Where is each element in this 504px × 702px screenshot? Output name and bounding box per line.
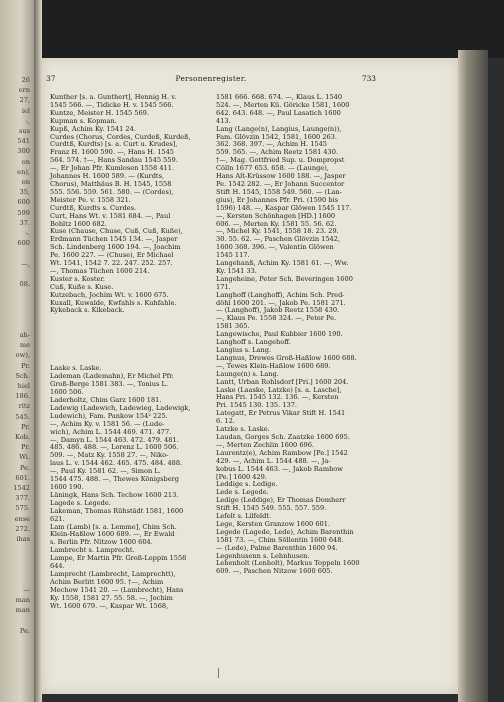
facing-page-fragment: man [15, 606, 30, 615]
index-entry: Cuß, Kuße s. Kuse. [50, 282, 114, 291]
index-entry: Lagede s. Legede. [50, 498, 111, 507]
facing-page-fragment: Pe. [19, 626, 30, 635]
index-entry: Kutzebach, Jochim Wt. v. 1600 675. [50, 290, 169, 299]
index-entry: Kupman s. Kopman. [50, 116, 117, 125]
facing-page-fragment: 27, [19, 96, 30, 105]
index-entry: Curdtß, Kurdts s. Curdes. [50, 203, 137, 212]
index-column-left [50, 94, 206, 611]
facing-page-fragment: 300 [17, 147, 30, 156]
entry-spacer [50, 336, 206, 344]
index-entry: Kuse (Chause, Chuse, Cuß, Cuß, Kuße), Erdmann Tüchen 1545 134. —, Jasper Sch. Lindenberg 1600 194. —, Joachim Pe. 1600 227. — (Chuse), Er Michael Wt. 1541, 1542 7. 22. 247. 252. 257. —, Thomas Tüchen 1600 214. [50, 227, 183, 275]
index-entry: Langehanß, Achim Ky. 1581 61. —, Ww. Ky. 1541 33. [216, 259, 349, 275]
facing-page-fragment: Wi. [19, 453, 30, 462]
facing-page-edge [0, 0, 34, 702]
index-entry: Laudan, Gorges Sch. Zaatzke 1600 695. —, Merten Zechlin 1600 696. [216, 432, 350, 449]
facing-page-fragment: en), [17, 167, 30, 176]
facing-page-fragment: sus [18, 127, 30, 135]
facing-page-fragment: 26 [21, 76, 30, 84]
index-entry: Lakeman, Thomas Rühstädt 1581, 1600 621. [50, 506, 184, 523]
index-entry: Lategatt, Er Petrus Vikar Stift H. 1541 6. 12. [216, 409, 346, 426]
facing-page-fragment: -, [25, 116, 30, 125]
index-entry: Lam (Lamb) [s. a. Lemme], Chim Sch. Klein-Haßlow 1600 689. —, Er Ewald s. Berlin Pfr. Nitzow 1600 604. [50, 522, 177, 547]
facing-page-fragment: 600 [17, 239, 30, 248]
facing-page-fragment: 601. [15, 473, 30, 482]
index-entry: Legede (Lagede, Lede), Achim Barenthin 1581 73. —, Chim Söllentin 1600 648. — (Lede), Palme Barenthin 1600 94. [216, 527, 354, 552]
index-entry: Kykeback s. Kikeback. [50, 306, 125, 315]
entry-spacer [50, 351, 206, 359]
facing-page-fragment: 575. [15, 504, 30, 513]
facing-page-fragment: ern [18, 86, 30, 95]
index-entry: Langhoff (Langhoff), Achim Sch. Pred- döhl 1600 201. —, Jakob Pe. 1581 271. — (Langhoff), Jakob Reetz 1558 430. —, Klaus Pe. 1558 324. —, Peter Pe. 1581 365. [216, 290, 346, 331]
index-entry: Legenhusenn s. Lehnhusen. [216, 551, 310, 560]
facing-page-fragment: —, [21, 259, 30, 268]
facing-page-fragment: 541 [17, 137, 30, 146]
index-entry: Leddige s. Ledige. [216, 480, 278, 489]
page-title: Personenregister. [175, 74, 247, 83]
page-number-right: 733 [361, 74, 376, 83]
facing-page-fragment: Pr. [21, 361, 30, 370]
index-entry: Lefelt s. Lilfeldt. [216, 512, 272, 521]
facing-page-fragment: man [15, 596, 30, 605]
index-entry: Kupß, Achim Ky. 1541 24. [50, 124, 136, 133]
facing-page-fragment: Pr. [21, 422, 30, 431]
page-number-left: 37 [46, 74, 56, 83]
book-cover-edge [458, 50, 488, 702]
facing-page-fragment: on [21, 178, 30, 186]
index-entry: Lege, Kersten Granzow 1600 601. [216, 519, 331, 528]
running-header [46, 74, 376, 86]
facing-page-fragment: 35, [19, 188, 30, 197]
index-entry: Kuster s. Koster. [50, 274, 105, 283]
index-entry: Launge(n) s. Lang. [216, 369, 279, 378]
facing-page-fragment: — [23, 586, 30, 594]
index-entry: Läningk, Hans Sch. Techow 1600 213. [50, 490, 179, 499]
facing-page-fragment: iel [21, 106, 30, 115]
index-entry: Lamprecht (Lambrecht, Lamprechtt), Achim Berlitt 1600 95. †—, Achim Mechow 1541 20. — (Lambrecht), Hans Ky. 1558, 1581 27. 55. 58. —, Jochim Wt. 1600 679. —, Kaspar Wt. 1568, [50, 569, 184, 610]
index-entry: Laake s. Laske. [50, 364, 102, 373]
index-entry: Curt, Hans Wt. v. 1581 684. —, Paul Bohltz 1600 682. [50, 211, 171, 228]
index-entry: Ladewig (Ladewich, Ladewieg, Ladewigk, Ludewich), Fam. Pankow 154² 225. —, Achim Ky. v. 1581 56. — (Lude- wich), Achim L. 1544 469. 471. 477. —, Damyn L. 1544 463. 472. 479. 481. 485. 486. 488. —, Lorenz L. 1600 506. 509. —, Matz Ky. 1558 27. —, Niko- laus L. v. 1544 462. 465. 475. 484. 488. —, Paul Ky. 1581 62. —, Simon L. 1544 475. 488. —, Thewes Königsberg 1600 190. [50, 403, 191, 492]
facing-page-fragment: Pe. [19, 463, 30, 472]
facing-page-fragment: ihas [16, 535, 30, 543]
facing-page-fragment: 08. [19, 280, 30, 288]
facing-page-fragment: -. [25, 229, 30, 237]
index-entry: Lehenholt (Lenholt), Markus Toppeln 1600 609. —, Paschen Nitzow 1600 605. [216, 559, 360, 576]
index-entry: Lademan (Lademahn), Er Michel Pfr. Groß-Berge 1581 383. —, Tonius L. 1600 506. [50, 372, 174, 397]
facing-page-fragment: 186. [15, 392, 30, 401]
index-entry: Kuxall, Kuwalde, Kwfahls s. Kuhfahle. [50, 298, 177, 307]
facing-page-fragment: 545. [15, 412, 30, 421]
index-entry: Langeheine, Peter Sch. Beveringen 1600 171. [216, 274, 353, 291]
facing-page-fragment: 600 [17, 198, 30, 207]
index-entry: Curdes (Chorus, Cordes, Curdeß, Kurdeß, Curdtß, Kurdts) [s. a. Curt u. Krudes], Franz H. 1600 590. —, Hans H. 1545 564. 574. †—, Hans Sandau 1545 559. —, Er Johan Pfr. Kumlosen 1558 411. Johannes H. 1600 589. — (Kurdts, Chorus), Matthäus B. H. 1545, 1558 555. 556. 559. 561. 580. — (Cordes), Meister Pe. v. 1558 321. [50, 132, 191, 204]
facing-page-fragment: 377. [15, 494, 30, 503]
index-entry: Langius s. Lang. [216, 346, 272, 354]
index-entry: Langhoff s. Langehoff. [216, 338, 291, 347]
index-entry: Laurentz(e), Achim Rambow [Pe.] 1542 429. —, Achim L. 1544 488. —, Ja- kobus L. 1544 463. —, Jakob Rambow [Pe.] 1600 429. [216, 448, 348, 481]
page-mark [218, 668, 222, 678]
facing-page-fragment: ense [14, 514, 30, 523]
entry-spacer [50, 322, 206, 330]
facing-page-fragment: ritz [18, 402, 30, 411]
facing-page-fragment: 272. [15, 524, 30, 533]
index-entry: Langewische, Paul Kubbier 1600 190. [216, 330, 343, 339]
index-entry: Laderholtz, Chim Garz 1600 181. [50, 396, 162, 405]
facing-page-fragment: 37. [19, 218, 30, 227]
scan-background [34, 0, 504, 58]
facing-page-fragment: Kob. [14, 433, 30, 441]
index-entry: Lampe, Er Martin Pfr. Groß-Leppin 1558 644. [50, 554, 187, 571]
facing-page-fragment: Sch. [15, 371, 30, 380]
index-entry: Latzke s. Laske. [216, 425, 270, 434]
index-entry: Ledige (Leddige), Er Thomas Domherr Stift H. 1545 549. 555. 557. 559. [216, 496, 346, 513]
index-entry: Lede s. Legede. [216, 488, 269, 497]
facing-page-fragment: 599 [17, 208, 30, 217]
index-entry: Lang (Lange(n), Langius, Launge(n)), Fam. Glövzin 1542, 1581, 1600 263. 362. 368. 397. —, Achim H. 1545 559. 565. —, Achim Reetz 1581 430. †—, Mag. Gottfried Sup. u. Dompropst Cölln 1677 653. 658. — (Launge), Hans Alt-Krüssow 1600 188. —, Jasper Pe. 1542 282. —, Er Johann Succentor Stift H. 1545, 1558 549. 560. — (Lan- gius), Er Johannes Pfr. Pri. (1590 bis 1596) 148. —, Kaspar Glöwen 1545 117. —, Kersten Schönhagen [HD.] 1600 606. —, Merten Ky. 1581 55. 56. 62. —, Michel Ky. 1541, 1558 18. 23. 29. 30. 55. 62. —, Paschen Glövzin 1542, 1600 368. 396. —, Valentin Glöwen 1545 117. [216, 124, 352, 260]
index-column-right [216, 94, 376, 576]
book-gutter [34, 0, 42, 702]
index-entry: Laske (Laaske, Latzke) [s. a. Lasche], Hans Pri. 1545 132. 136. —, Kersten Pri. 1545 130. 135. 137. [216, 385, 342, 410]
facing-page-fragment: hiel [17, 382, 30, 390]
facing-page-fragment: on [21, 157, 30, 166]
index-entry: Lantt, Urban Rohlsdorf [Pri.] 1600 204. [216, 377, 349, 386]
index-entry: 1581 666. 668. 674. —, Klaus L. 1540 524. —, Merten Kü. Göricke 1581, 1600 642. 643. 648. —, Paul Lasatich 1600 413. [216, 93, 350, 125]
facing-page-fragment: ow), [15, 351, 30, 360]
index-entry: Lambrecht s. Lamprecht. [50, 546, 135, 555]
facing-page-fragment: ah- [19, 331, 30, 339]
index-entry: Kunther [s. a. Gunthert], Hennig H. v. 1545 566. —, Tidicke H. v. 1545 566. [50, 93, 177, 109]
index-entry: Langnus, Drewes Groß-Haßlow 1600 688. —, Tewes Klein-Haßlow 1600 689. [216, 353, 357, 370]
facing-page-fragment: Pr. [21, 443, 30, 452]
index-entry: Kuntze, Meister H. 1545 569. [50, 108, 149, 117]
facing-page-fragment: me [19, 341, 30, 350]
facing-page-fragment: 1542 [13, 484, 30, 492]
